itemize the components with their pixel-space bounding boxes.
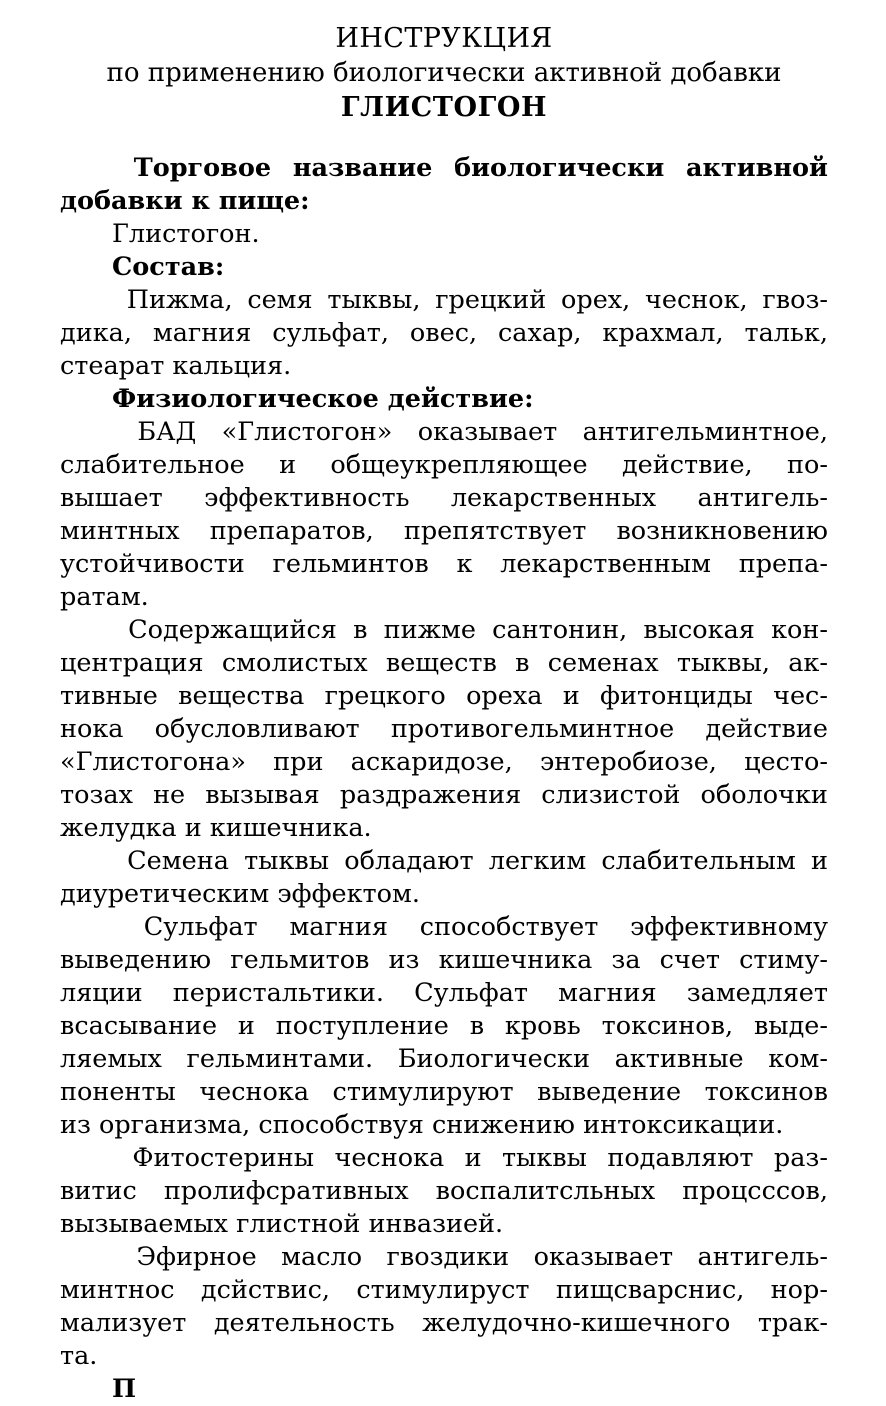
trade-name-heading-line-2: добавки к пище: [60,186,310,216]
composition-line-1: Пижма, семя тыквы, грецкий орех, чеснок, гвоз- [126,285,828,315]
text-line: диуретическим эффектом. [60,879,420,909]
composition-heading: Состав: [112,252,225,282]
text-line: тивные вещества грецкого ореха и фитонциды чес- [60,681,828,711]
text-line: поненты чеснока стимулируют выведение токсинов [60,1077,828,1107]
text-line: центрация смолистых веществ в семенах тыквы, ак- [60,648,828,678]
text-line: витис пролифсративных воспалитсльных процсссов, [60,1176,828,1206]
text-line: Содержащийся в пижме сантонин, высокая кон- [128,615,828,645]
trade-name-value: Глистогон. [112,219,260,249]
trade-name-heading-line-1: Торговое название биологически активной [133,153,828,183]
document-body [60,152,828,1404]
text-line: Семена тыквы обладают легким слабительным и [127,846,828,876]
physiological-action-heading: Физиологическое действие: [112,384,534,414]
product-name: ГЛИСТОГОН [340,92,548,123]
text-line: минтных препаратов, препятствует возникновению [60,516,828,546]
text-line: вышает эффективность лекарственных антигель- [60,483,828,513]
text-line: из организма, способствуя снижению интоксикации. [60,1110,784,1140]
section-composition-heading [60,251,828,284]
text-line: желудка и кишечника. [60,813,372,843]
paragraph-5 [60,1142,828,1241]
document-subtitle: по применению биологически активной добавки [106,58,782,88]
text-line: мализует деятельность желудочно-кишечного трак- [60,1308,828,1338]
text-line: тозах не вызывая раздражения слизистой оболочки [60,780,828,810]
text-line: Эфирное масло гвоздики оказывает антигель- [136,1242,828,1272]
trade-name-value-para [60,218,828,251]
text-line: минтнос дсйствис, стимулируст пищсварснис, нор- [60,1275,828,1305]
composition-line-3: стеарат кальция. [60,351,292,381]
paragraph-1 [60,416,828,614]
text-line: та. [60,1341,98,1371]
section-trade-name [60,152,828,218]
text-column [60,0,828,1404]
text-line: слабительное и общеукрепляющее действие, по- [60,450,828,480]
paragraph-2 [60,614,828,845]
text-line: всасывание и поступление в кровь токсинов, выде- [60,1011,828,1041]
paragraph-4 [60,911,828,1142]
text-line: ляемых гельминтами. Биологически активные ком- [60,1044,828,1074]
text-line: ляции перистальтики. Сульфат магния замедляет [60,978,828,1008]
text-line: ратам. [60,582,149,612]
composition-line-2: дика, магния сульфат, овес, сахар, крахмал, тальк, [60,318,828,348]
text-line: вызываемых глистной инвазией. [60,1209,504,1239]
text-line: устойчивости гельминтов к лекарственным препа- [60,549,828,579]
text-line: БАД «Глистогон» оказывает антигельминтное, [137,417,828,447]
paragraph-3 [60,845,828,911]
paragraph-6 [60,1241,828,1373]
clipped-heading-text: П [112,1374,137,1404]
title-block [60,0,828,126]
document-title: ИНСТРУКЦИЯ [335,23,553,54]
section-physiological-heading [60,383,828,416]
composition-para [60,284,828,383]
text-line: Сульфат магния способствует эффективному [143,912,828,942]
text-line: Фитостерины чеснока и тыквы подавляют раз- [132,1143,828,1173]
text-line: «Глистогона» при аскаридозе, энтеробиозе, цесто- [60,747,828,777]
text-line: нока обусловливают противогельминтное действие [60,714,828,744]
clipped-next-heading [60,1373,828,1404]
text-line: выведению гельмитов из кишечника за счет стиму- [60,945,828,975]
